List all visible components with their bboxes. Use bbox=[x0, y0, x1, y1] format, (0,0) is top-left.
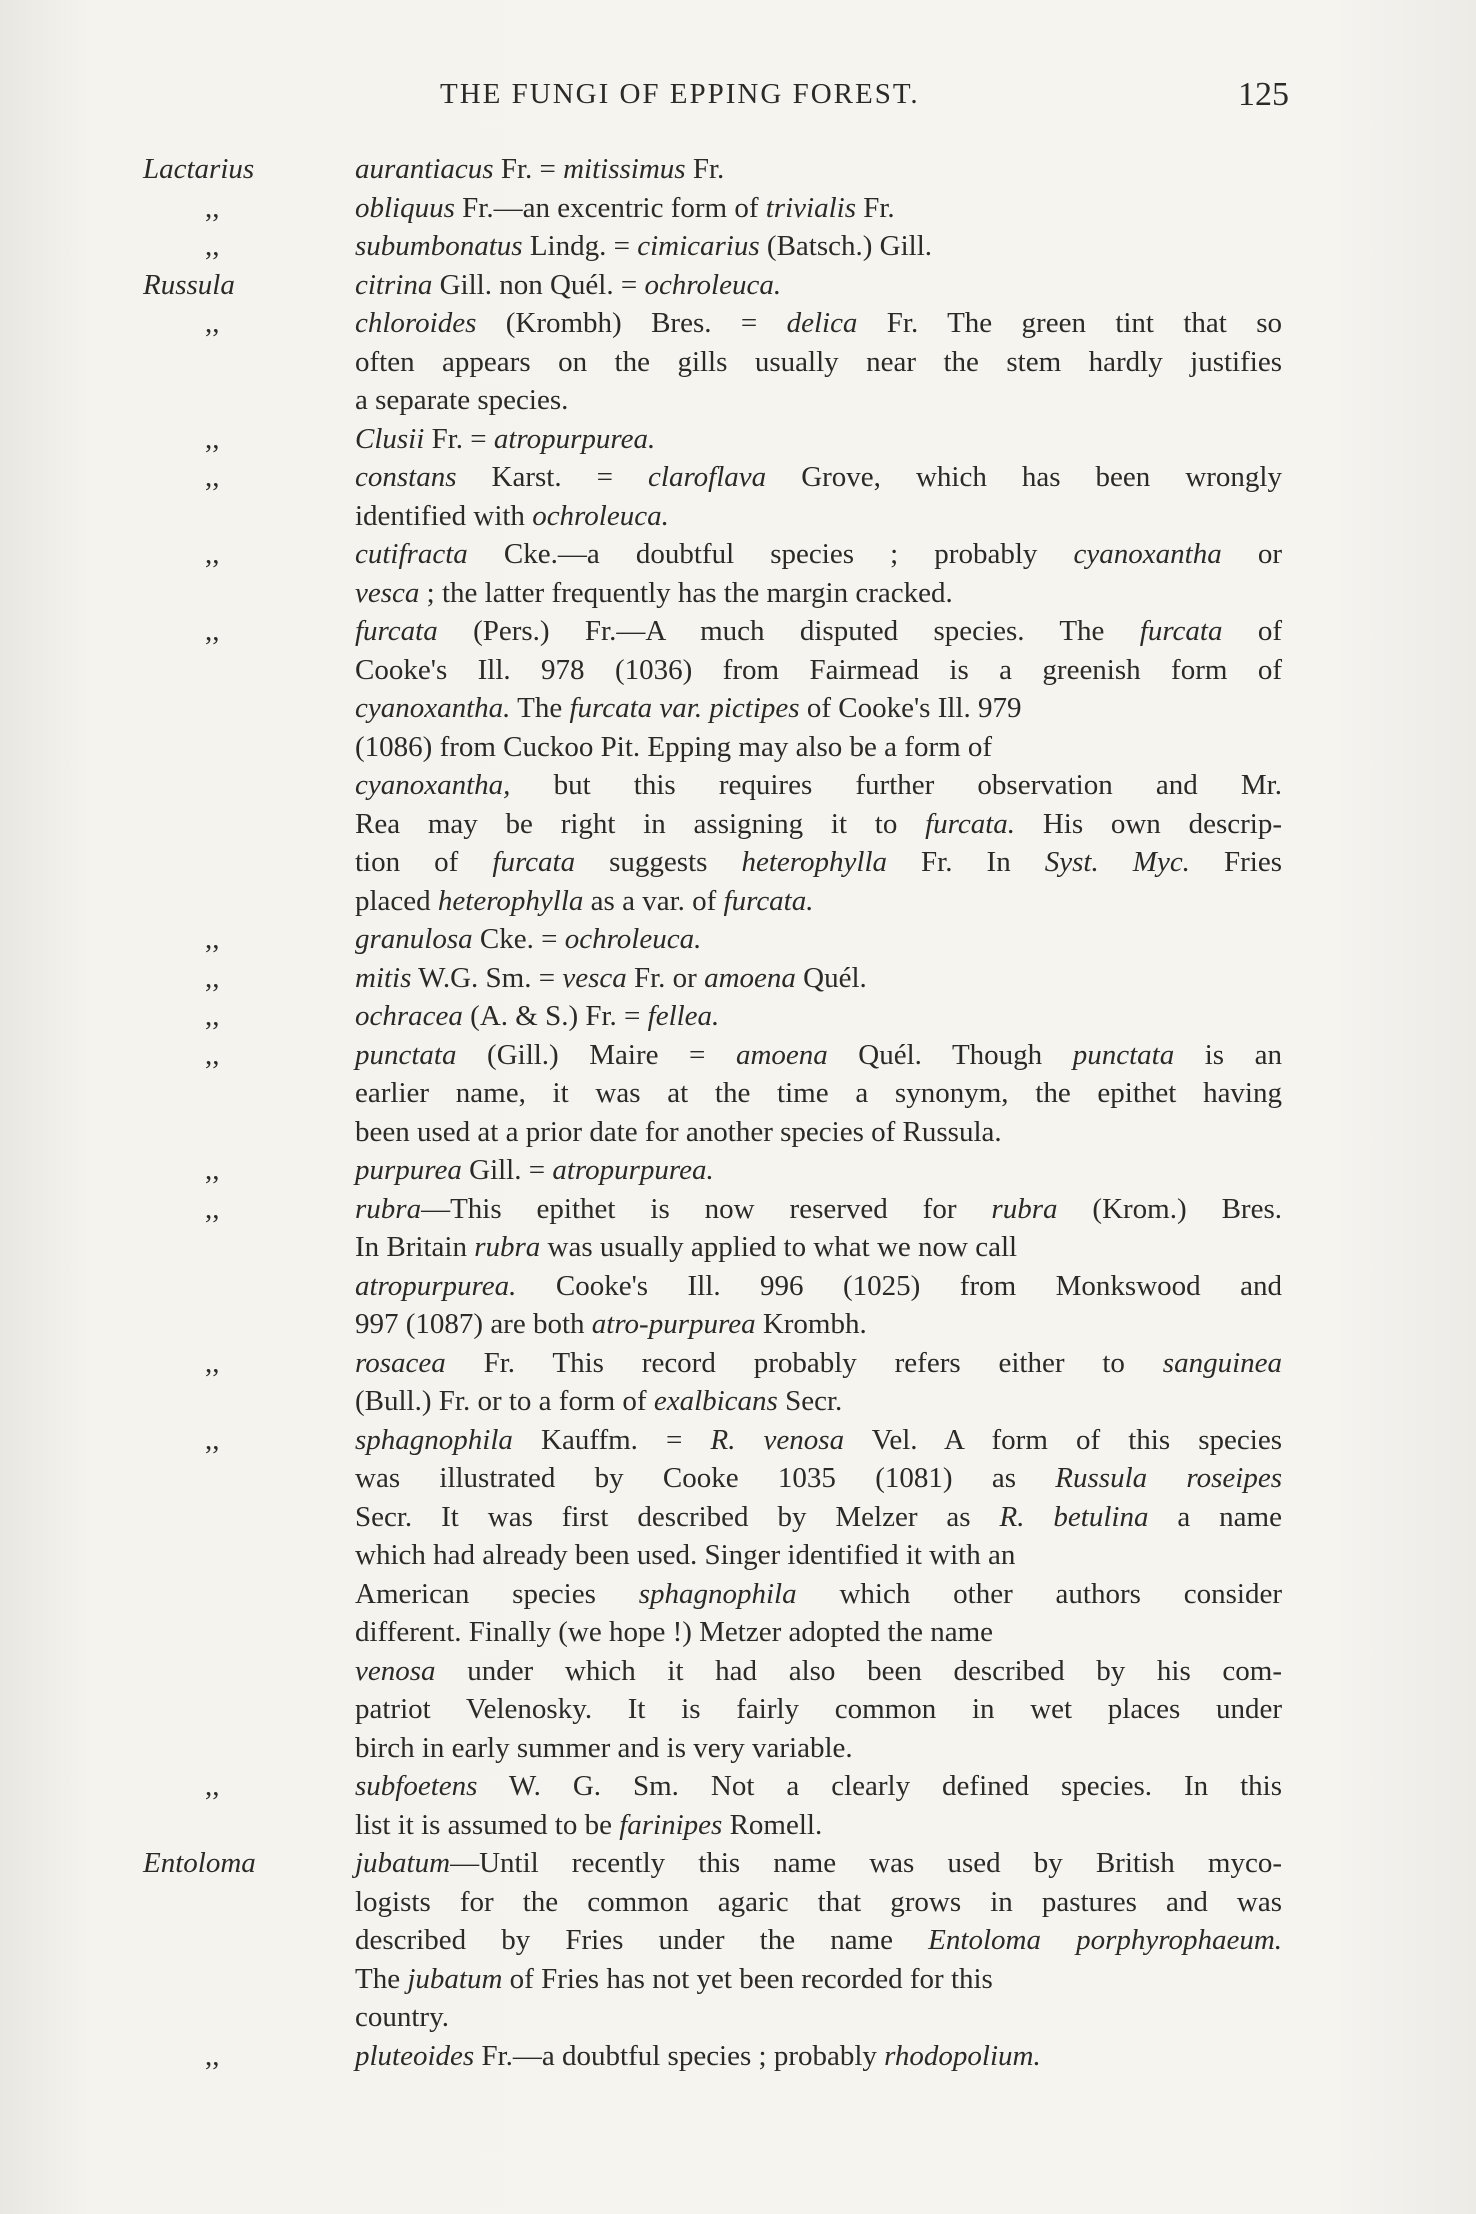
italic-taxon-text: cyanoxantha bbox=[1073, 538, 1222, 570]
roman-text: which other authors consider bbox=[796, 1577, 1282, 1610]
genus-name: Entoloma bbox=[143, 1847, 256, 1879]
italic-taxon-text: R. venosa bbox=[710, 1423, 845, 1456]
roman-text: (1086) from Cuckoo Pit. Epping may also be a form of bbox=[355, 730, 993, 763]
entry-first-line bbox=[0, 535, 1476, 574]
roman-text: Cooke's Ill. 978 (1036) from Fairmead is a greenish form of bbox=[355, 653, 1282, 686]
entry-continuation-line bbox=[0, 1382, 1476, 1421]
entry-continuation-line bbox=[0, 1652, 1476, 1691]
italic-taxon-text: citrina bbox=[355, 268, 433, 301]
ditto-mark: ,, bbox=[205, 307, 220, 339]
italic-taxon-text: punctata bbox=[1072, 1038, 1175, 1071]
italic-taxon-text: R. betulina bbox=[999, 1500, 1149, 1533]
species-entry bbox=[0, 959, 1476, 998]
entry-continuation-line bbox=[0, 574, 1476, 613]
italic-taxon-text: rosacea bbox=[355, 1346, 446, 1379]
roman-text: birch in early summer and is very variable. bbox=[355, 1731, 853, 1764]
entry-first-line bbox=[0, 959, 1476, 998]
italic-taxon-text: vesca bbox=[562, 961, 627, 994]
roman-text: Quél. Though bbox=[827, 1038, 1073, 1071]
roman-text: (Bull.) Fr. or to a form of bbox=[355, 1385, 654, 1417]
roman-text: Fr.—a doubtful species ; probably bbox=[474, 2039, 885, 2072]
species-entry bbox=[0, 997, 1476, 1036]
entry-continuation-line bbox=[0, 1267, 1476, 1306]
roman-text: (Krom.) Bres. bbox=[1057, 1192, 1282, 1225]
italic-taxon-text: furcata bbox=[1139, 615, 1223, 647]
italic-taxon-text: atropurpurea. bbox=[552, 1154, 714, 1186]
page-number: 125 bbox=[1238, 76, 1289, 113]
roman-text: Krombh. bbox=[755, 1308, 867, 1340]
roman-text: Karst. = bbox=[456, 461, 649, 493]
roman-text: (Gill.) Maire = bbox=[456, 1038, 736, 1071]
entry-first-line bbox=[0, 2037, 1476, 2076]
roman-text: W.G. Sm. = bbox=[411, 961, 563, 994]
roman-text: was illustrated by Cooke 1035 (1081) as bbox=[355, 1462, 1056, 1494]
roman-text: but this requires further observation and Mr. bbox=[510, 769, 1282, 801]
italic-taxon-text: Entoloma porphyrophaeum. bbox=[928, 1924, 1283, 1956]
ditto-mark: ,, bbox=[205, 1154, 220, 1186]
roman-text: earlier name, it was at the time a synonym, the epithet having bbox=[355, 1077, 1282, 1109]
species-entry bbox=[0, 1767, 1476, 1844]
entry-first-line bbox=[0, 227, 1476, 266]
italic-taxon-text: atropurpurea. bbox=[493, 422, 656, 455]
entry-continuation-line bbox=[0, 1113, 1476, 1152]
entry-first-line bbox=[0, 920, 1476, 959]
running-title: THE FUNGI OF EPPING FOREST. bbox=[440, 78, 920, 110]
roman-text: Cke.—a doubtful species ; probably bbox=[467, 538, 1074, 570]
roman-text: tion of bbox=[355, 846, 493, 878]
roman-text: Rea may be right in assigning it to bbox=[355, 807, 926, 840]
italic-taxon-text: chloroides bbox=[355, 307, 477, 339]
entry-continuation-line bbox=[0, 1883, 1476, 1922]
species-entry bbox=[0, 2037, 1476, 2076]
roman-text: Fr. = bbox=[424, 422, 494, 455]
italic-taxon-text: punctata bbox=[355, 1038, 457, 1071]
entry-continuation-line bbox=[0, 805, 1476, 844]
italic-taxon-text: furcata. bbox=[925, 807, 1016, 840]
roman-text: Secr. bbox=[777, 1385, 843, 1417]
roman-text: placed bbox=[355, 884, 438, 917]
roman-text: Quél. bbox=[795, 961, 867, 994]
entry-continuation-line bbox=[0, 381, 1476, 420]
italic-taxon-text: furcata bbox=[355, 615, 438, 647]
roman-text: patriot Velenosky. It is fairly common in wet places under bbox=[355, 1693, 1282, 1725]
roman-text: been used at a prior date for another species of Russula. bbox=[355, 1115, 1002, 1148]
italic-taxon-text: ochracea bbox=[355, 1000, 463, 1032]
entry-continuation-line bbox=[0, 343, 1476, 382]
entry-continuation-line bbox=[0, 497, 1476, 536]
roman-text: The bbox=[355, 1962, 408, 1995]
roman-text: Secr. It was first described by Melzer as bbox=[355, 1500, 1000, 1533]
ditto-mark: ,, bbox=[205, 615, 220, 647]
italic-taxon-text: purpurea bbox=[355, 1154, 462, 1186]
roman-text: country. bbox=[355, 2001, 449, 2033]
entry-continuation-line bbox=[0, 1806, 1476, 1845]
ditto-mark: ,, bbox=[205, 538, 220, 570]
italic-taxon-text: farinipes bbox=[619, 1808, 723, 1841]
species-entry bbox=[0, 1344, 1476, 1421]
entry-continuation-line bbox=[0, 1729, 1476, 1768]
entry-first-line bbox=[0, 458, 1476, 497]
italic-taxon-text: amoena bbox=[704, 961, 796, 994]
entry-first-line bbox=[0, 420, 1476, 459]
species-entry bbox=[0, 1421, 1476, 1768]
italic-taxon-text: mitissimus bbox=[563, 153, 686, 185]
entry-continuation-line bbox=[0, 1921, 1476, 1960]
entry-continuation-line bbox=[0, 1228, 1476, 1267]
ditto-mark: ,, bbox=[205, 461, 220, 493]
roman-text: Cooke's Ill. 996 (1025) from Monkswood and bbox=[516, 1269, 1282, 1302]
ditto-mark: ,, bbox=[205, 422, 220, 455]
species-entry bbox=[0, 227, 1476, 266]
ditto-mark: ,, bbox=[205, 961, 220, 994]
species-entry bbox=[0, 1190, 1476, 1344]
entry-first-line bbox=[0, 1036, 1476, 1075]
italic-taxon-text: ochroleuca. bbox=[564, 923, 702, 955]
roman-text: His own descrip- bbox=[1015, 807, 1282, 840]
roman-text: identified with bbox=[355, 499, 533, 532]
italic-taxon-text: venosa bbox=[355, 1654, 436, 1687]
roman-text: Vel. A form of this species bbox=[844, 1423, 1282, 1456]
entry-first-line bbox=[0, 1844, 1476, 1883]
genus-name: Russula bbox=[143, 268, 235, 301]
roman-text: In Britain bbox=[355, 1231, 475, 1263]
roman-text: of Fries has not yet been recorded for this bbox=[502, 1962, 993, 1995]
ditto-mark: ,, bbox=[205, 1000, 220, 1032]
roman-text: 997 (1087) are both bbox=[355, 1308, 592, 1340]
entry-first-line bbox=[0, 1190, 1476, 1229]
species-entry bbox=[0, 1036, 1476, 1152]
italic-taxon-text: atropurpurea. bbox=[355, 1269, 517, 1302]
italic-taxon-text: trivialis bbox=[765, 191, 856, 224]
italic-taxon-text: pluteoides bbox=[355, 2039, 475, 2072]
species-entry bbox=[0, 420, 1476, 459]
italic-taxon-text: sphagnophila bbox=[638, 1577, 797, 1610]
entry-continuation-line bbox=[0, 843, 1476, 882]
species-entry bbox=[0, 612, 1476, 920]
roman-text: of Cooke's Ill. 979 bbox=[799, 692, 1022, 724]
species-list bbox=[0, 150, 1476, 2075]
italic-taxon-text: rubra bbox=[474, 1231, 541, 1263]
entry-continuation-line bbox=[0, 1960, 1476, 1999]
italic-taxon-text: cutifracta bbox=[355, 538, 468, 570]
ditto-mark: ,, bbox=[205, 1038, 220, 1071]
roman-text: often appears on the gills usually near the stem hardly justifies bbox=[355, 345, 1282, 378]
roman-text: a name bbox=[1148, 1500, 1282, 1533]
roman-text: Romell. bbox=[722, 1808, 823, 1841]
roman-text: —This epithet is now reserved for bbox=[421, 1192, 992, 1225]
roman-text: Fr. In bbox=[887, 846, 1045, 878]
italic-taxon-text: cyanoxantha. bbox=[355, 692, 511, 724]
italic-taxon-text: delica bbox=[786, 307, 858, 339]
italic-taxon-text: vesca bbox=[355, 576, 420, 609]
ditto-mark: ,, bbox=[205, 923, 220, 955]
roman-text: Gill. non Quél. = bbox=[432, 268, 645, 301]
roman-text: (A. & S.) Fr. = bbox=[462, 1000, 648, 1032]
species-entry bbox=[0, 1844, 1476, 2037]
roman-text: W. G. Sm. Not a clearly defined species. In this bbox=[477, 1770, 1282, 1802]
roman-text: Fr. The green tint that so bbox=[857, 307, 1283, 339]
species-entry bbox=[0, 535, 1476, 612]
entry-continuation-line bbox=[0, 766, 1476, 805]
entry-first-line bbox=[0, 1344, 1476, 1383]
entry-continuation-line bbox=[0, 882, 1476, 921]
roman-text: Fr. bbox=[685, 153, 725, 185]
entry-first-line bbox=[0, 150, 1476, 189]
entry-continuation-line bbox=[0, 1498, 1476, 1537]
entry-continuation-line bbox=[0, 1074, 1476, 1113]
italic-taxon-text: heterophylla bbox=[437, 884, 584, 917]
italic-taxon-text: cimicarius bbox=[637, 230, 760, 262]
roman-text: under which it had also been described by his com- bbox=[435, 1654, 1282, 1687]
genus-name: Lactarius bbox=[143, 153, 255, 185]
roman-text: ; the latter frequently has the margin cracked. bbox=[419, 576, 953, 609]
entry-first-line bbox=[0, 1421, 1476, 1460]
roman-text: or bbox=[1221, 538, 1282, 570]
ditto-mark: ,, bbox=[205, 1346, 220, 1379]
italic-taxon-text: subfoetens bbox=[355, 1770, 478, 1802]
roman-text: Fr. = bbox=[493, 153, 564, 185]
roman-text: Fr. This record probably refers either to bbox=[445, 1346, 1163, 1379]
roman-text: described by Fries under the name bbox=[355, 1924, 929, 1956]
italic-taxon-text: Clusii bbox=[355, 422, 425, 455]
roman-text: was usually applied to what we now call bbox=[540, 1231, 1018, 1263]
entry-first-line bbox=[0, 1151, 1476, 1190]
italic-taxon-text: jubatum bbox=[407, 1962, 503, 1995]
roman-text: Grove, which has been wrongly bbox=[766, 461, 1282, 493]
ditto-mark: ,, bbox=[205, 230, 220, 262]
species-entry bbox=[0, 150, 1476, 189]
italic-taxon-text: amoena bbox=[735, 1038, 828, 1071]
italic-taxon-text: exalbicans bbox=[653, 1385, 778, 1417]
italic-taxon-text: fellea. bbox=[647, 1000, 720, 1032]
italic-taxon-text: aurantiacus bbox=[355, 153, 494, 185]
roman-text: (Krombh) Bres. = bbox=[476, 307, 787, 339]
roman-text: is an bbox=[1174, 1038, 1282, 1071]
roman-text: suggests bbox=[575, 846, 742, 878]
italic-taxon-text: sanguinea bbox=[1162, 1346, 1282, 1379]
roman-text: a separate species. bbox=[355, 384, 569, 416]
species-entry bbox=[0, 1151, 1476, 1190]
species-entry bbox=[0, 266, 1476, 305]
entry-continuation-line bbox=[0, 1459, 1476, 1498]
roman-text: The bbox=[510, 692, 570, 724]
italic-taxon-text: furcata. bbox=[723, 884, 814, 917]
italic-taxon-text: furcata bbox=[492, 846, 576, 878]
entry-first-line bbox=[0, 266, 1476, 305]
roman-text: —Until recently this name was used by British myco- bbox=[450, 1847, 1282, 1879]
roman-text: list it is assumed to be bbox=[355, 1808, 620, 1841]
italic-taxon-text: ochroleuca. bbox=[532, 499, 669, 532]
species-entry bbox=[0, 189, 1476, 228]
ditto-mark: ,, bbox=[205, 1192, 220, 1225]
ditto-mark: ,, bbox=[205, 1770, 220, 1802]
roman-text: of bbox=[1222, 615, 1282, 647]
roman-text: Lindg. = bbox=[522, 230, 638, 262]
italic-taxon-text: rubra bbox=[355, 1192, 422, 1225]
roman-text: Fr.—an excentric form of bbox=[454, 191, 766, 224]
entry-continuation-line bbox=[0, 1998, 1476, 2037]
roman-text: (Batsch.) Gill. bbox=[759, 230, 933, 262]
italic-taxon-text: Syst. Myc. bbox=[1044, 846, 1190, 878]
entry-first-line bbox=[0, 612, 1476, 651]
species-entry bbox=[0, 458, 1476, 535]
roman-text: different. Finally (we hope !) Metzer adopted the name bbox=[355, 1616, 994, 1648]
entry-continuation-line bbox=[0, 1575, 1476, 1614]
italic-taxon-text: granulosa bbox=[355, 923, 473, 955]
italic-taxon-text: jubatum bbox=[355, 1847, 451, 1879]
entry-continuation-line bbox=[0, 689, 1476, 728]
ditto-mark: ,, bbox=[205, 191, 220, 224]
italic-taxon-text: rubra bbox=[991, 1192, 1058, 1225]
entry-continuation-line bbox=[0, 1305, 1476, 1344]
italic-taxon-text: mitis bbox=[355, 961, 412, 994]
italic-taxon-text: claroflava bbox=[648, 461, 767, 493]
entry-first-line bbox=[0, 997, 1476, 1036]
entry-continuation-line bbox=[0, 1536, 1476, 1575]
roman-text: Fries bbox=[1189, 846, 1282, 878]
italic-taxon-text: constans bbox=[355, 461, 457, 493]
roman-text: Fr. bbox=[855, 191, 895, 224]
entry-continuation-line bbox=[0, 651, 1476, 690]
entry-first-line bbox=[0, 304, 1476, 343]
italic-taxon-text: Russula roseipes bbox=[1055, 1462, 1282, 1494]
italic-taxon-text: rhodopolium. bbox=[884, 2039, 1041, 2072]
italic-taxon-text: obliquus bbox=[355, 191, 455, 224]
roman-text: (Pers.) Fr.—A much disputed species. The bbox=[437, 615, 1140, 647]
species-entry bbox=[0, 920, 1476, 959]
roman-text: logists for the common agaric that grows in pastures and was bbox=[355, 1885, 1282, 1918]
species-entry bbox=[0, 304, 1476, 420]
italic-taxon-text: ochroleuca. bbox=[644, 268, 782, 301]
roman-text: Cke. = bbox=[472, 923, 565, 955]
roman-text: as a var. of bbox=[583, 884, 724, 917]
italic-taxon-text: heterophylla bbox=[741, 846, 887, 878]
italic-taxon-text: subumbonatus bbox=[355, 230, 523, 262]
italic-taxon-text: furcata var. pictipes bbox=[569, 692, 800, 724]
entry-continuation-line bbox=[0, 728, 1476, 767]
ditto-mark: ,, bbox=[205, 1423, 220, 1456]
italic-taxon-text: atro-purpurea bbox=[591, 1308, 756, 1340]
entry-continuation-line bbox=[0, 1613, 1476, 1652]
entry-first-line bbox=[0, 1767, 1476, 1806]
italic-taxon-text: sphagnophila bbox=[355, 1423, 513, 1456]
roman-text: Fr. or bbox=[626, 961, 705, 994]
roman-text: Gill. = bbox=[461, 1154, 553, 1186]
roman-text: Kauffm. = bbox=[512, 1423, 711, 1456]
roman-text: which had already been used. Singer identified it with an bbox=[355, 1539, 1016, 1571]
roman-text: American species bbox=[355, 1577, 639, 1610]
entry-continuation-line bbox=[0, 1690, 1476, 1729]
ditto-mark: ,, bbox=[205, 2039, 220, 2072]
entry-first-line bbox=[0, 189, 1476, 228]
italic-taxon-text: cyanoxantha, bbox=[355, 769, 511, 801]
